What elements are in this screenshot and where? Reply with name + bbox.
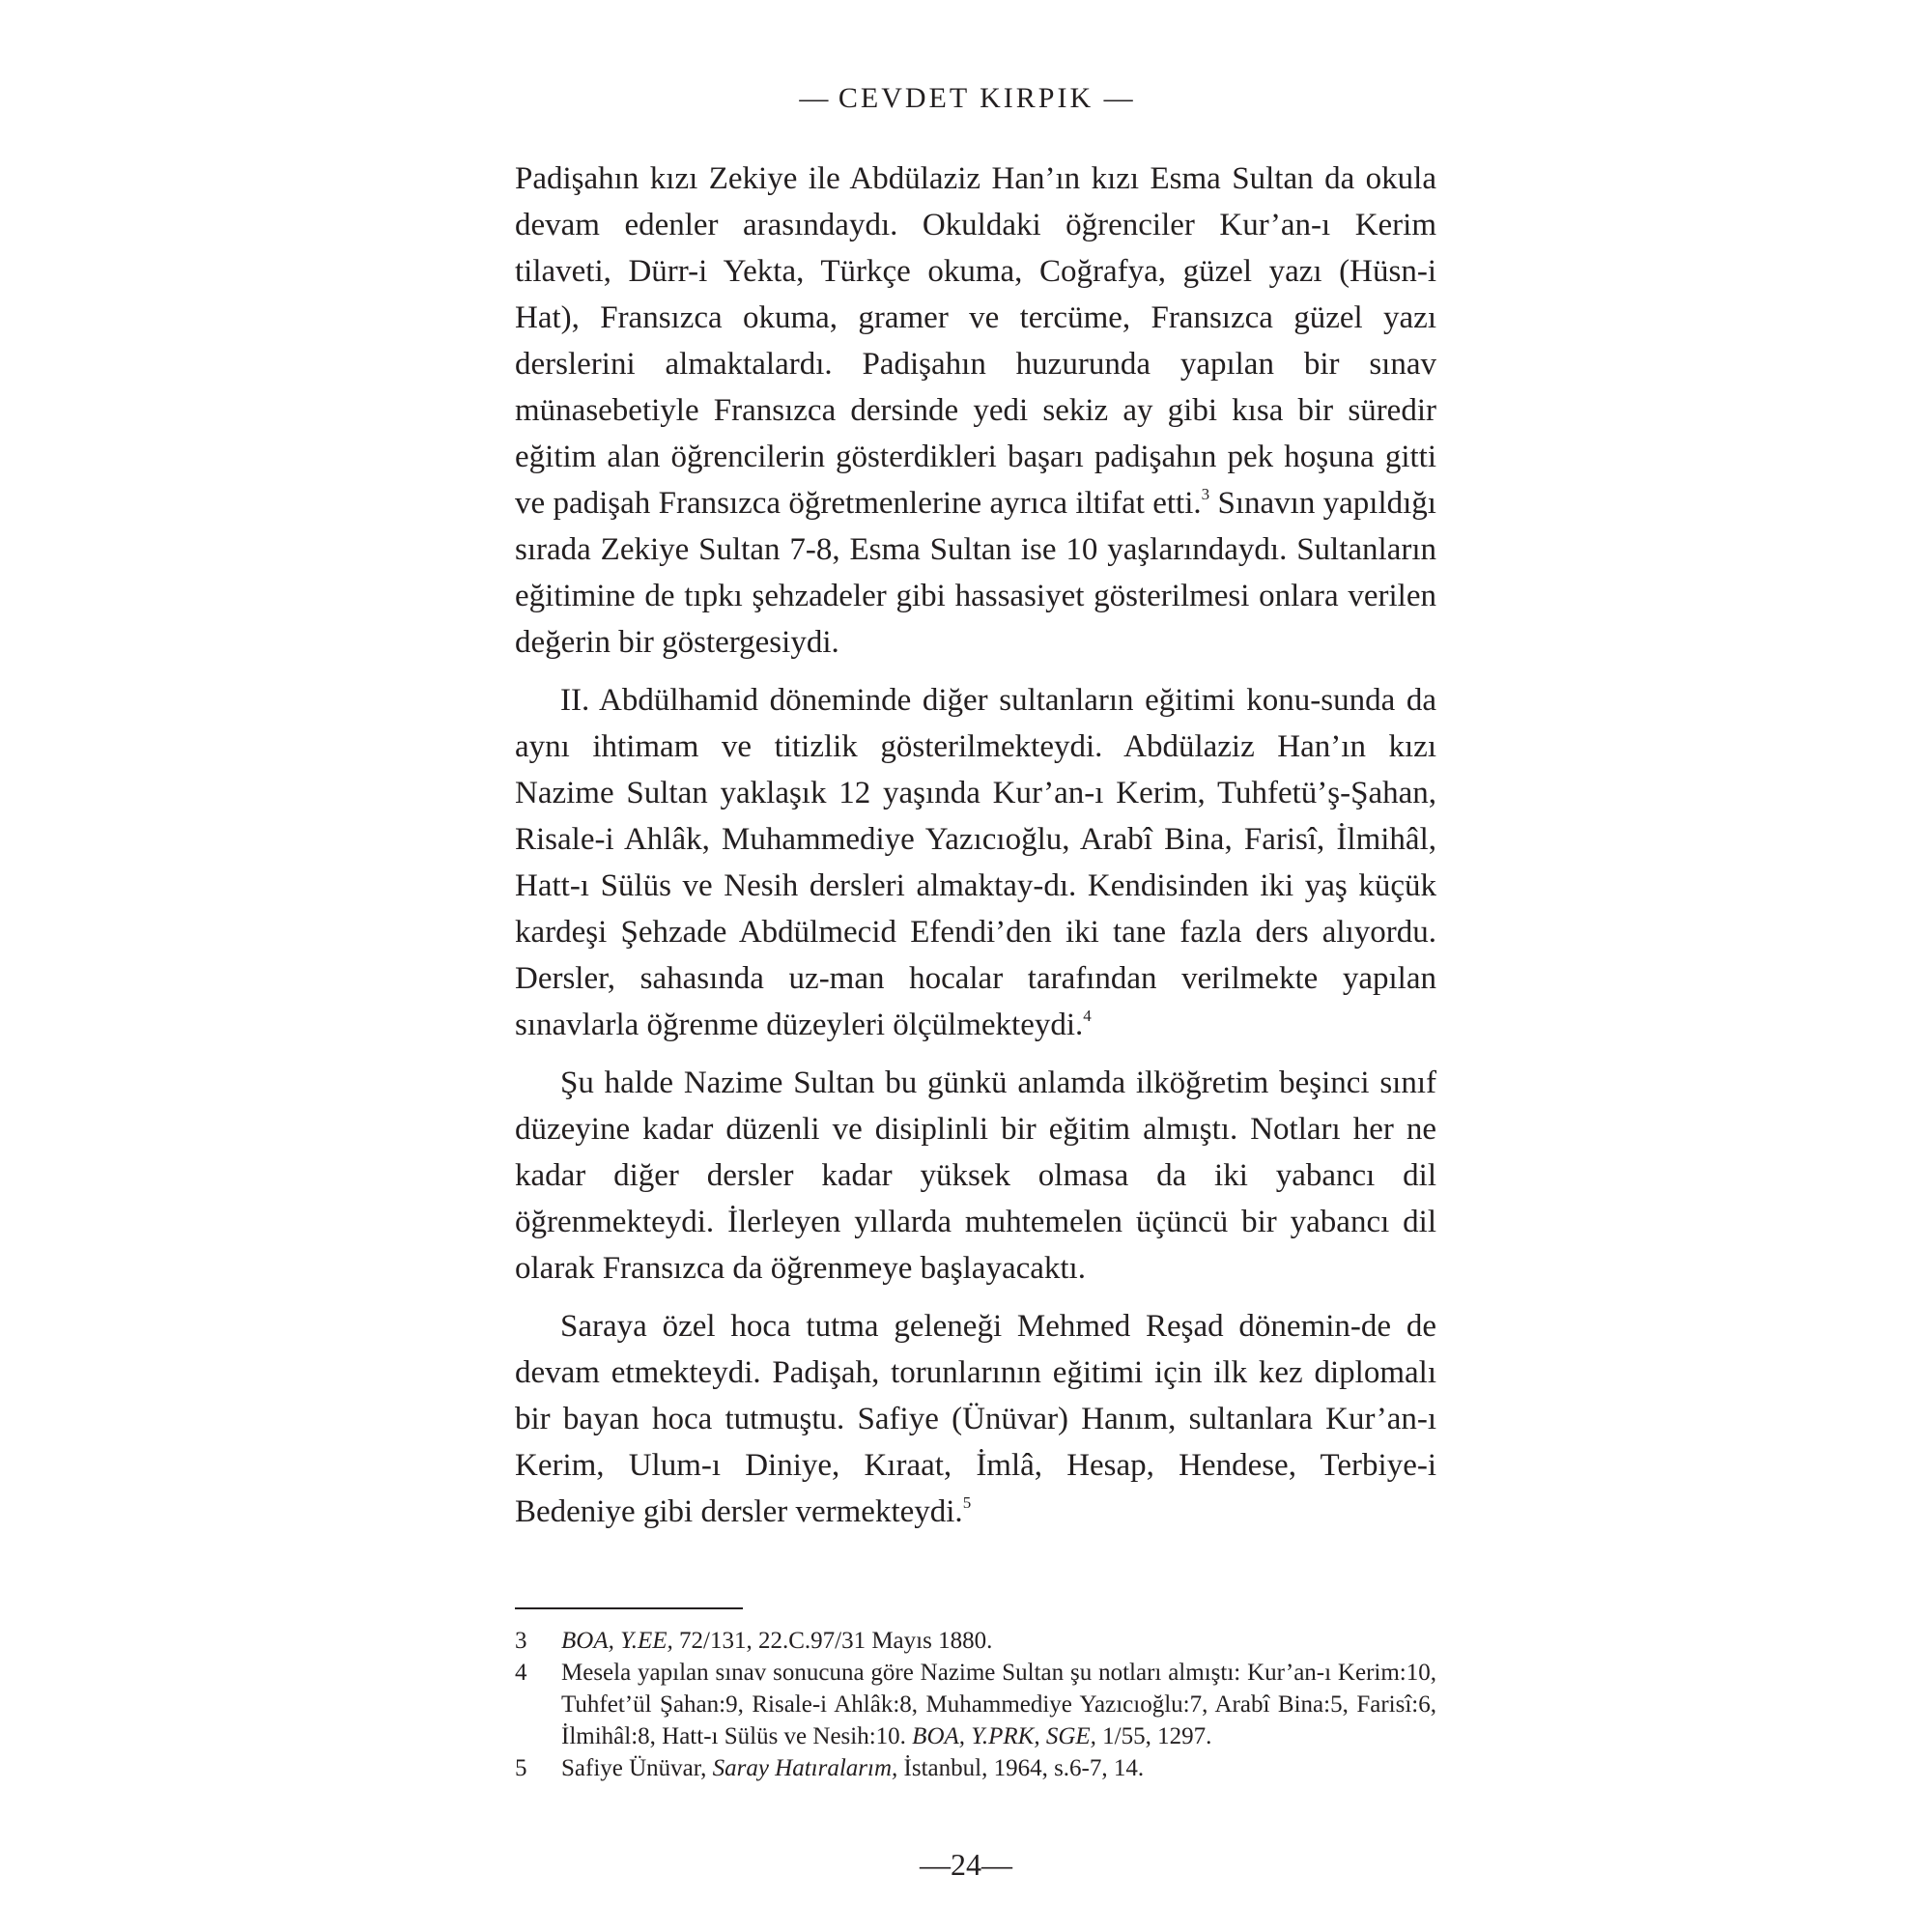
paragraph-1-text-continued: Sınavın yapıldığı sırada Zekiye Sultan 7-8, Esma Sultan ise 10 yaşlarındaydı. Sultanların eğitimine de tıpkı şehzadeler gibi hassasiyet gösterilmesi onlara verilen değerin bir göstergesiydi. xyxy=(515,486,1436,660)
paragraph-2 xyxy=(515,677,1436,1048)
footnote-body: Mesela yapılan sınav sonucuna göre Nazime Sultan şu notları almıştı: Kur’an-ı Kerim:10, Tuhfet’ül Şahan:9, Risale-i Ahlâk:8, Muhammediye Yazıcıoğlu:7, Arabî Bina:5, Farisî:6, İlmihâl:8, Hatt-ı Sülüs ve Nesih:10. xyxy=(561,1660,1436,1749)
footnote-author: Safiye Ünüvar, xyxy=(561,1755,713,1781)
footnote-reference-3: 3 xyxy=(1201,485,1210,503)
footnote-reference-5: 5 xyxy=(962,1493,972,1512)
footnote-source-italic: BOA, Y.EE, xyxy=(561,1628,673,1654)
running-head-dash-left: — xyxy=(799,82,829,114)
footnote-3 xyxy=(515,1625,1436,1657)
page-number-dash-left: — xyxy=(920,1847,951,1882)
running-head xyxy=(0,79,1932,118)
footnote-number: 4 xyxy=(515,1660,527,1686)
footnote-text xyxy=(561,1625,1436,1657)
paragraph-1 xyxy=(515,156,1436,666)
body-text xyxy=(515,156,1436,1547)
footnote-text xyxy=(561,1657,1436,1752)
footnotes xyxy=(515,1625,1436,1784)
paragraph-4-text: Saraya özel hoca tutma geleneği Mehmed Reşad dönemin-de de devam etmekteydi. Padişah, torunlarının eğitimi için ilk kez diplomalı bir bayan hoca tutmuştu. Safiye (Ünüvar) Hanım, sultanlara Kur’an-ı Kerim, Ulum-ı Diniye, Kıraat, İmlâ, Hesap, Hendese, Terbiye-i Bedeniye gibi dersler vermekteydi. xyxy=(515,1309,1436,1529)
footnote-number: 3 xyxy=(515,1628,527,1654)
footnote-text xyxy=(561,1752,1436,1784)
running-head-dash-right: — xyxy=(1103,82,1133,114)
paragraph-2-text: II. Abdülhamid döneminde diğer sultanların eğitimi konu-sunda da aynı ihtimam ve titizlik gösterilmekteydi. Abdülaziz Han’ın kızı Nazime Sultan yaklaşık 12 yaşında Kur’an-ı Kerim, Tuhfetü’ş-Şahan, Risale-i Ahlâk, Muhammediye Yazıcıoğlu, Arabî Bina, Farisî, İlmihâl, Hatt-ı Sülüs ve Nesih dersleri almaktay-dı. Kendisinden iki yaş küçük kardeşi Şehzade Abdülmecid Efendi’den iki tane fazla ders alıyordu. Dersler, sahasında uz-man hocalar tarafından verilmekte yapılan sınavlarla öğrenme düzeyleri ölçülmekteydi. xyxy=(515,683,1436,1042)
author-name: CEVDET KIRPIK xyxy=(838,82,1094,114)
footnote-5 xyxy=(515,1752,1436,1784)
footnote-citation: 72/131, 22.C.97/31 Mayıs 1880. xyxy=(672,1628,993,1654)
footnote-citation: 1/55, 1297. xyxy=(1095,1723,1212,1749)
paragraph-3-text: Şu halde Nazime Sultan bu günkü anlamda ilköğretim beşinci sınıf düzeyine kadar düzenli ve disiplinli bir eğitim almıştı. Notları her ne kadar diğer dersler kadar yüksek olmasa da iki yabancı dil öğrenmekteydi. İlerleyen yıllarda muhtemelen üçüncü bir yabancı dil olarak Fransızca da öğrenmeye başlayacaktı. xyxy=(515,1065,1436,1286)
paragraph-1-text: Padişahın kızı Zekiye ile Abdülaziz Han’ın kızı Esma Sultan da okula devam edenler arasındaydı. Okuldaki öğrenciler Kur’an-ı Kerim tilaveti, Dürr-i Yekta, Türkçe okuma, Coğrafya, güzel yazı (Hüsn-i Hat), Fransızca okuma, gramer ve tercüme, Fransızca güzel yazı derslerini almaktalardı. Padişahın huzurunda yapılan bir sınav münasebetiyle Fransızca dersinde yedi sekiz ay gibi kısa bir süredir eğitim alan öğrencilerin gösterdikleri başarı padişahın pek hoşuna gitti ve padişah Fransızca öğretmenlerine ayrıca iltifat etti. xyxy=(515,161,1436,521)
paragraph-4 xyxy=(515,1303,1436,1535)
footnote-reference-4: 4 xyxy=(1083,1007,1092,1025)
footnote-4 xyxy=(515,1657,1436,1752)
page-number-dash-right: — xyxy=(981,1847,1012,1882)
page-number-value: 24 xyxy=(951,1847,981,1882)
footnote-number: 5 xyxy=(515,1755,527,1781)
footnote-book-title: Saray Hatıralarım, xyxy=(712,1755,898,1781)
footnote-source-italic: BOA, Y.PRK, SGE, xyxy=(912,1723,1096,1749)
footnote-citation: İstanbul, 1964, s.6-7, 14. xyxy=(897,1755,1145,1781)
page-number xyxy=(0,1845,1932,1884)
footnote-separator xyxy=(515,1607,743,1609)
paragraph-3 xyxy=(515,1060,1436,1292)
